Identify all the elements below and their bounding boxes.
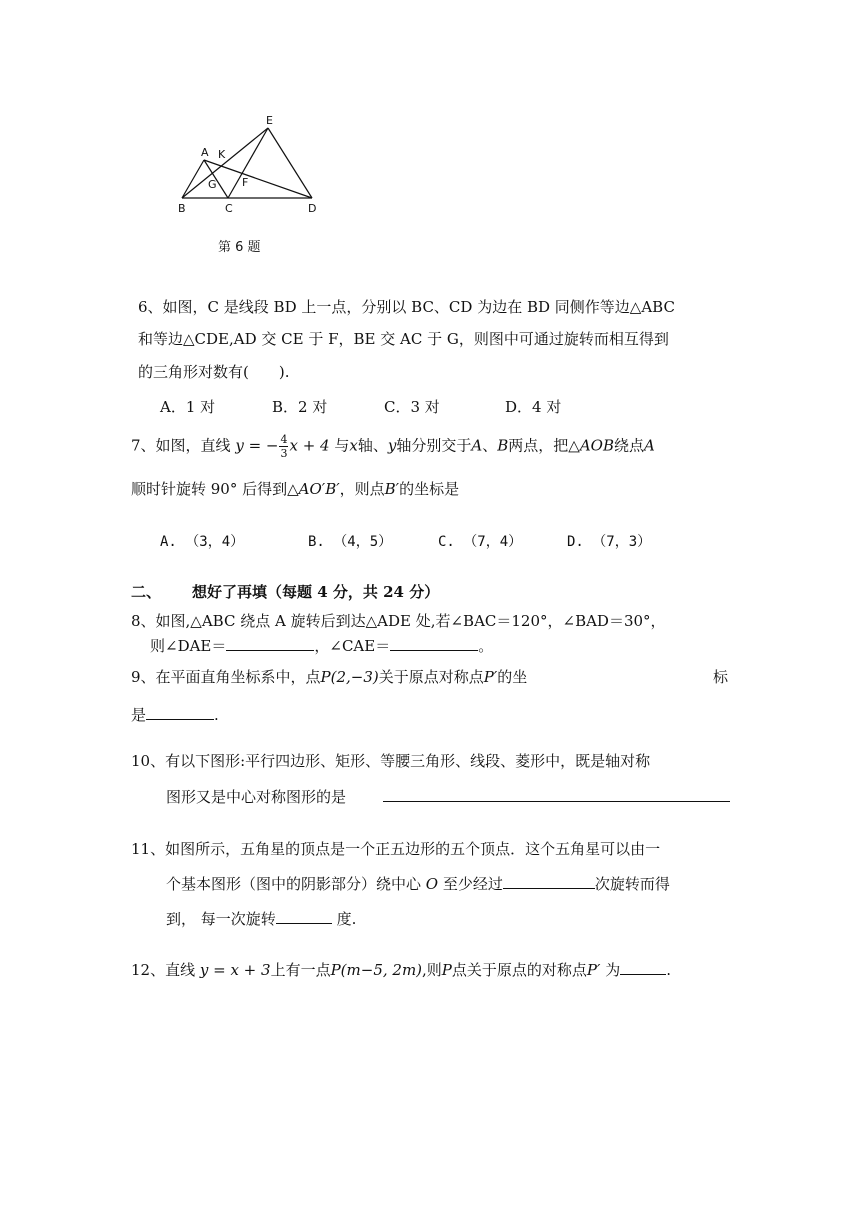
q6-line1: 6、如图，C 是线段 BD 上一点，分别以 BC、CD 为边在 BD 同侧作等边△ABC [138, 298, 675, 316]
q9-line2 [131, 704, 219, 726]
q10-answer-blank[interactable] [383, 801, 730, 802]
q9-text-c: 的坐 [497, 668, 528, 686]
q8-dae-blank[interactable] [226, 636, 314, 651]
q7-equation-y: y = − [235, 436, 279, 455]
q7-x: x [349, 436, 358, 455]
q7-text-5: 绕点 [613, 436, 644, 455]
q7-aob-prime: AO′B′ [298, 480, 340, 498]
q12-text-d: 点关于原点的对称点 [451, 961, 587, 979]
q11-rotation-count-blank[interactable] [503, 874, 595, 889]
label-k: K [218, 148, 226, 161]
q7-text-2: 轴、 [357, 436, 388, 455]
q10-line2-text: 图形又是中心对称图形的是 [166, 788, 347, 806]
q11-line2-b: 至少经过 [442, 875, 503, 893]
q12-text-f: . [666, 961, 671, 979]
q9-text-d: 标 [713, 668, 729, 686]
q12-answer-blank[interactable] [620, 960, 666, 975]
label-f: F [242, 176, 249, 189]
segment-ad [204, 160, 312, 198]
q7-text-1: 与 [334, 436, 350, 455]
q12-p: P [441, 961, 452, 979]
q7-text-4: 两点，把△ [508, 436, 580, 455]
q11-line3-a: 到， 每一次旋转 [166, 910, 276, 928]
q12-equation: y = x + 3 [199, 961, 271, 979]
figure-6-diagram [172, 112, 332, 218]
q12-point-prime: P′ [586, 961, 601, 979]
q12-point: P(m−5, 2m) [330, 961, 423, 979]
q12-text-e: 为 [605, 961, 621, 979]
q7-sep: 、 [482, 436, 498, 455]
label-e: E [266, 114, 273, 127]
q8-line1: 8、如图,△ABC 绕点 A 旋转后到达△ADE 处,若∠BAC＝120°，∠BAD＝30°， [131, 612, 666, 630]
q8-line2 [150, 635, 493, 657]
q7-b-prime: B′ [384, 480, 400, 498]
q12-text-b: 上有一点 [270, 961, 331, 979]
segment-ab [182, 160, 204, 198]
q9-point-prime: P′ [483, 668, 498, 686]
label-a: A [201, 146, 209, 159]
segment-ed [268, 128, 312, 198]
q12-text-a: 12、直线 [131, 961, 196, 979]
q10-line1: 10、有以下图形:平行四边形、矩形、等腰三角形、线段、菱形中，既是轴对称 [131, 752, 651, 770]
q11-center-o: O [425, 875, 439, 893]
q9-text-e: 是 [131, 706, 147, 724]
q6-option-d: D．4 对 [505, 398, 562, 416]
q7-equation-tail: x + 4 [289, 436, 330, 455]
q7-option-d: D. （7，3） [567, 534, 652, 550]
q7-frac-den: 3 [280, 447, 288, 460]
q7-fraction [279, 433, 288, 460]
q7-option-a: A. （3，4） [160, 534, 245, 550]
q7-text-3: 轴分别交于 [396, 436, 472, 455]
section-2-title: 想好了再填（每题 4 分，共 24 分） [192, 583, 440, 601]
q12-text-c: ,则 [422, 961, 442, 979]
q7-aob: AOB [579, 436, 614, 455]
q11-line1: 11、如图所示，五角星的顶点是一个正五边形的五个顶点．这个五角星可以由一 [131, 840, 661, 858]
q7-b: B [497, 436, 509, 455]
q6-option-b: B．2 对 [272, 398, 328, 416]
segment-be [182, 128, 268, 198]
q9-text-f: . [214, 706, 219, 724]
q7-option-c: C. （7，4） [438, 534, 523, 550]
label-c: C [225, 202, 233, 215]
q11-line2-a: 个基本图形（图中的阴影部分）绕中心 [166, 875, 422, 893]
q6-line3: 的三角形对数有( ). [138, 363, 290, 381]
section-2-number: 二、 [131, 583, 162, 601]
q6-line2: 和等边△CDE,AD 交 CE 于 F，BE 交 AC 于 G，则图中可通过旋转而相互得到 [138, 330, 669, 348]
q9-point: P(2,−3) [320, 668, 379, 686]
q11-line2-c: 次旋转而得 [594, 875, 670, 893]
label-g: G [208, 178, 217, 191]
q9-text-a: 9、在平面直角坐标系中，点 [131, 668, 321, 686]
q8-line2-c: 。 [478, 637, 494, 655]
q7-prefix: 7、如图，直线 [131, 436, 231, 455]
q7-line2-c: 的坐标是 [399, 480, 460, 498]
q12-line1 [131, 959, 671, 981]
q11-angle-blank[interactable] [276, 909, 332, 924]
q7-line2-b: ，则点 [339, 480, 385, 498]
q8-cae-blank[interactable] [390, 636, 478, 651]
q7-line1 [131, 433, 655, 460]
label-b: B [178, 202, 186, 215]
q11-line3 [166, 908, 356, 930]
q7-line2 [131, 478, 459, 500]
figure-6-caption: 第 6 题 [218, 240, 261, 255]
figure-6 [172, 112, 332, 218]
q7-frac-num: 4 [280, 433, 288, 446]
q6-option-a: A．1 对 [160, 398, 216, 416]
q8-line2-b: ，∠CAE＝ [314, 637, 391, 655]
q11-line2 [166, 873, 670, 895]
q9-text-b: 关于原点对称点 [378, 668, 484, 686]
q10-line2 [166, 786, 346, 808]
q7-a2: A [643, 436, 655, 455]
q11-line3-b: 度. [336, 910, 357, 928]
q8-line2-a: 则∠DAE＝ [150, 637, 227, 655]
q7-option-b: B. （4，5） [308, 534, 393, 550]
q9-line1 [131, 666, 527, 688]
label-d: D [308, 202, 317, 215]
q7-line2-a: 顺时针旋转 90° 后得到△ [131, 480, 299, 498]
q9-answer-blank[interactable] [146, 705, 214, 720]
q7-y: y [387, 436, 397, 455]
q6-option-c: C．3 对 [384, 398, 440, 416]
q7-a: A [471, 436, 483, 455]
